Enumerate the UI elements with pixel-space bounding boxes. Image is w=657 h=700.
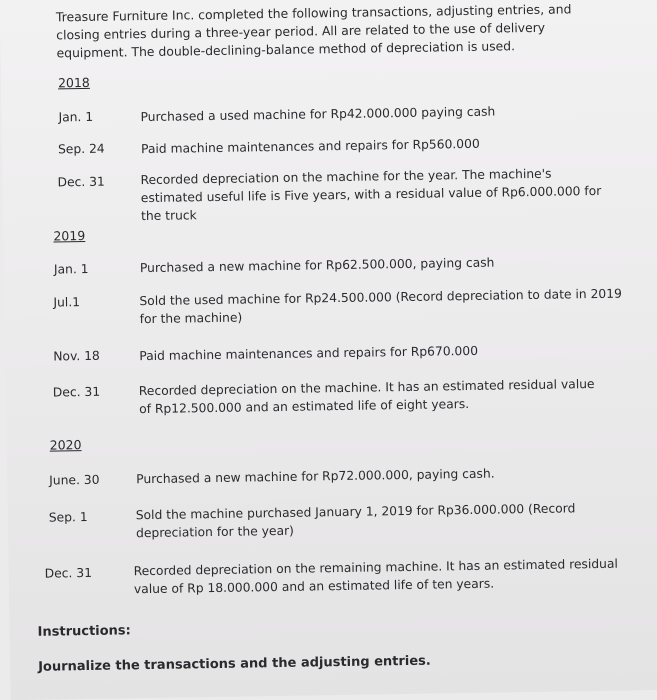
transaction-date: Dec. 31: [44, 565, 93, 581]
transaction-text: Purchased a used machine for Rp42.000.000 paying cash: [140, 104, 496, 125]
transaction-date: Nov. 18: [53, 348, 100, 364]
transaction-date: Sep. 24: [57, 141, 105, 157]
year-heading-2020: 2020: [49, 437, 82, 453]
transaction-text: Sold the machine purchased January 1, 2019 for Rp36.000.000 (Record depreciation for the year): [135, 501, 576, 541]
transaction-text: Purchased a new machine for Rp72.000.000, paying cash.: [136, 466, 495, 487]
transaction-date: June. 30: [49, 472, 100, 488]
transaction-text: Recorded depreciation on the machine. It has an estimated residual value of Rp12.500.000 and an estimated life of eight years.: [138, 377, 595, 417]
transaction-text: Recorded depreciation on the remaining machine. It has an estimated residual value of Rp 18.000.000 and an estimated life of ten years.: [133, 556, 618, 597]
transaction-date: Dec. 31: [52, 384, 101, 400]
transaction-text: Paid machine maintenances and repairs for Rp560.000: [140, 136, 480, 157]
year-heading-2018: 2018: [57, 74, 90, 91]
intro-paragraph: Treasure Furniture Inc. completed the following transactions, adjusting entries, and closing entries during a three-year period. All are related to the use of delivery equipment. The double-declining-balance method of depreciation is used.: [55, 1, 572, 61]
transaction-text: Recorded depreciation on the machine for the year. The machine's estimated useful life is Five years, with a residual value of Rp6.000.000 for the truck: [140, 166, 602, 224]
instructions-heading: Instructions:: [37, 623, 131, 640]
transaction-date: Dec. 31: [57, 174, 105, 190]
year-heading-2019: 2019: [53, 228, 86, 244]
transaction-text: Paid machine maintenances and repairs for Rp670.000: [139, 343, 479, 364]
transaction-text: Purchased a new machine for Rp62.500.000, paying cash: [139, 255, 495, 276]
transaction-date: Jan. 1: [58, 109, 94, 125]
transaction-date: Sep. 1: [48, 509, 88, 525]
transaction-text: Sold the used machine for Rp24.500.000 (Record depreciation to date in 2019 for the machine): [139, 286, 622, 327]
transaction-date: Jul.1: [53, 295, 81, 310]
transaction-date: Jan. 1: [53, 261, 89, 277]
instructions-text: Journalize the transactions and the adjusting entries.: [38, 653, 431, 675]
